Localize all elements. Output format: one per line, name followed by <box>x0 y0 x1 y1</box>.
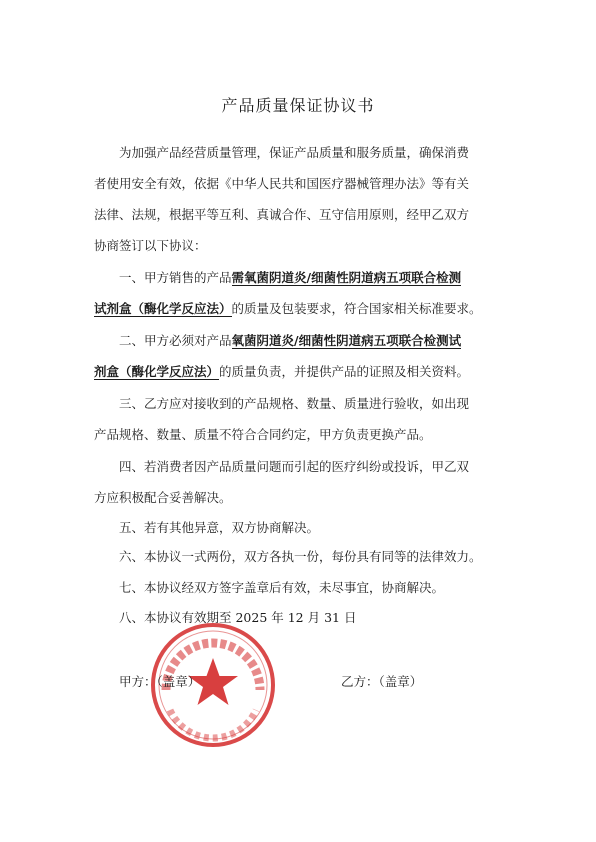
clause-1-suffix: 的质量及包装要求，符合国家相关标准要求。 <box>231 301 482 316</box>
product-name-2b: 剂盒（酶化学反应法） <box>94 364 220 379</box>
clause-6: 六、本协议一式两份，双方各执一份，每份具有同等的法律效力。 <box>119 549 482 564</box>
clause-5: 五、若有其他异意，双方协商解决。 <box>119 520 320 535</box>
clause-2-line-2 <box>94 362 469 382</box>
intro-line-2: 者使用安全有效，依据《中华人民共和国医疗器械管理办法》等有关 <box>94 176 470 191</box>
product-name-1a: 需氧菌阴道炎/细菌性阴道病五项联合检测 <box>231 270 462 285</box>
product-name-2a: 氧菌阴道炎/细菌性阴道病五项联合检测试 <box>231 333 462 348</box>
clause-2-line-1 <box>119 331 461 351</box>
party-a-label: 甲方：（盖章） <box>119 674 201 689</box>
intro-line-3: 法律、法规，根据平等互利、真诚合作、互守信用原则，经甲乙双方 <box>94 207 470 222</box>
clause-3-line-1: 三、乙方应对接收到的产品规格、数量、质量进行验收，如出现 <box>119 396 470 411</box>
clause-2-suffix: 的质量负责，并提供产品的证照及相关资料。 <box>219 364 470 379</box>
clause-2-prefix: 二、甲方必须对产品 <box>119 333 232 348</box>
clause-1-line-2 <box>94 299 482 319</box>
clause-7: 七、本协议经双方签字盖章后有效，未尽事宜，协商解决。 <box>119 580 445 595</box>
intro-line-4: 协商签订以下协议： <box>94 238 207 253</box>
party-b-label: 乙方：（盖章） <box>341 674 423 689</box>
clause-1-line-1 <box>119 268 461 288</box>
product-name-1b: 试剂盒（酶化学反应法） <box>94 301 232 316</box>
clause-4-line-2: 方应积极配合妥善解决。 <box>94 490 232 505</box>
clause-4-line-1: 四、若消费者因产品质量问题而引起的医疗纠纷或投诉，甲乙双 <box>119 459 470 474</box>
intro-line-1: 为加强产品经营质量管理，保证产品质量和服务质量，确保消费 <box>119 145 470 160</box>
document-title: 产品质量保证协议书 <box>221 96 375 115</box>
clause-3-line-2: 产品规格、数量、质量不符合合同约定，甲方负责更换产品。 <box>94 427 432 442</box>
clause-1-prefix: 一、甲方销售的产品 <box>119 270 232 285</box>
clause-8: 八、本协议有效期至 2025 年 12 月 31 日 <box>119 610 357 625</box>
